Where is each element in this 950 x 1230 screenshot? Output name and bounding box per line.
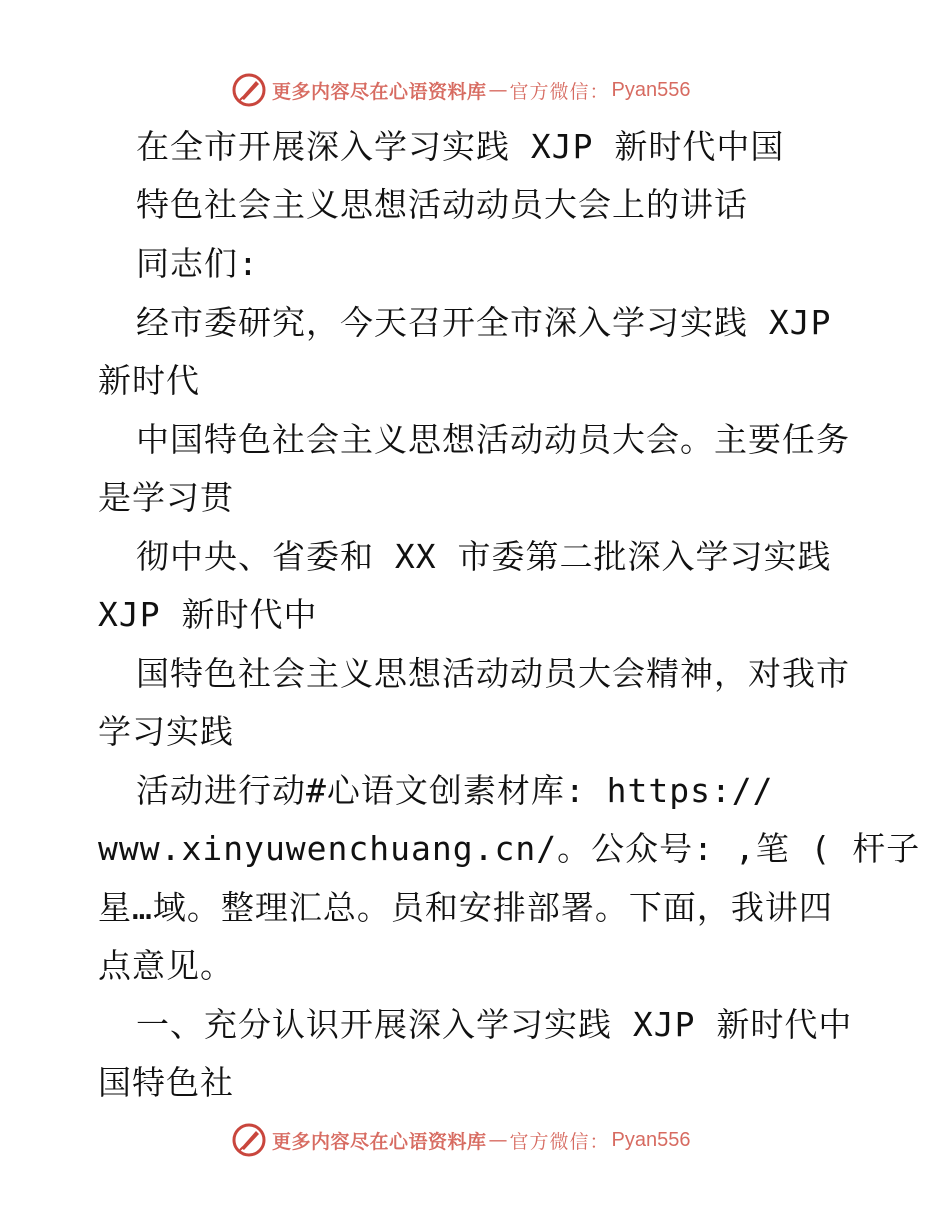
paragraph-line: 新时代 xyxy=(98,361,200,400)
quill-logo-icon xyxy=(232,1123,266,1157)
title-line-1: 在全市开展深入学习实践 XJP 新时代中国 xyxy=(136,127,785,166)
paragraph-line: 点意见。 xyxy=(98,946,234,985)
wechat-id: Pyan556 xyxy=(611,78,691,101)
paragraph-line: 经市委研究，今天召开全市深入学习实践 XJP xyxy=(136,303,832,342)
title-line-2: 特色社会主义思想活动动员大会上的讲话 xyxy=(136,185,748,224)
wechat-id: Pyan556 xyxy=(611,1128,691,1151)
paragraph-line: 是学习贯 xyxy=(98,478,234,517)
banner-text: 更多内容尽在心语资料库 xyxy=(272,80,487,103)
paragraph-line: 星…域。整理汇总。员和安排部署。下面，我讲四 xyxy=(98,888,833,927)
paragraph-line: 活动进行动#心语文创素材库: https:// xyxy=(136,771,774,810)
paragraph-line: 学习实践 xyxy=(98,712,234,751)
paragraph-line: XJP 新时代中 xyxy=(98,595,318,634)
section-heading-line: 一、充分认识开展深入学习实践 XJP 新时代中 xyxy=(136,1005,853,1044)
header-banner[interactable] xyxy=(232,72,691,108)
paragraph-line: 彻中央、省委和 XX 市委第二批深入学习实践 xyxy=(136,537,832,576)
section-heading-line: 国特色社 xyxy=(98,1063,234,1102)
wechat-label: 官方微信： xyxy=(509,1130,610,1153)
footer-banner[interactable] xyxy=(232,1122,691,1158)
paragraph-line: 国特色社会主义思想活动动员大会精神，对我市 xyxy=(136,654,850,693)
paragraph-line: www.xinyuwenchuang.cn/。公众号: ,笔 ( 杆子 xyxy=(98,829,921,868)
paragraph-line: 中国特色社会主义思想活动动员大会。主要任务 xyxy=(136,420,850,459)
wechat-label: 官方微信： xyxy=(509,80,610,103)
quill-logo-icon xyxy=(232,73,266,107)
banner-dash: — xyxy=(488,79,508,101)
salutation: 同志们: xyxy=(136,244,259,283)
banner-text: 更多内容尽在心语资料库 xyxy=(272,1130,487,1153)
banner-dash: — xyxy=(488,1129,508,1151)
